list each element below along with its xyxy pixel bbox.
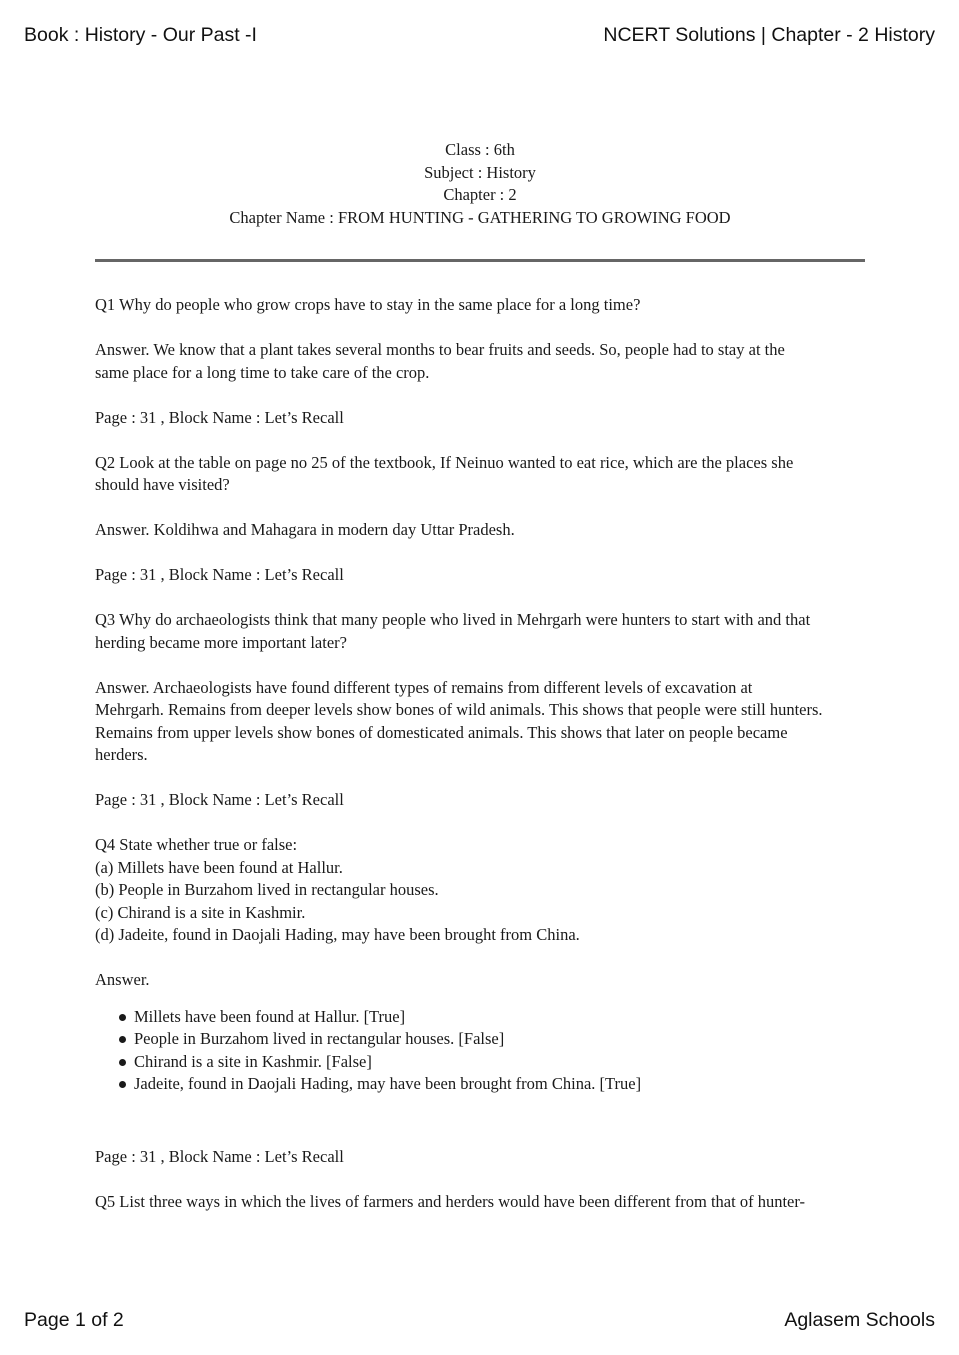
- list-item: Millets have been found at Hallur. [True]: [134, 1006, 865, 1029]
- q3-question-line: herding became more important later?: [95, 632, 347, 652]
- q4-question-line: Q4 State whether true or false:: [95, 835, 298, 854]
- header-book-title: Book : History - Our Past -I: [24, 24, 257, 46]
- q3-answer-line: Mehrgarh. Remains from deeper levels show bones of wild animals. This shows that people were still hunters.: [95, 700, 823, 719]
- q3-question: [95, 609, 865, 654]
- list-item: Chirand is a site in Kashmir. [False]: [134, 1051, 865, 1074]
- q3-answer: [95, 677, 865, 767]
- q4-option: (c) Chirand is a site in Kashmir.: [95, 902, 306, 922]
- q5-question: Q5 List three ways in which the lives of farmers and herders would have been different from that of hunter-: [95, 1191, 806, 1211]
- document-body: [95, 139, 865, 1236]
- q4-option: (b) People in Burzahom lived in rectangular houses.: [95, 880, 439, 899]
- q3-page-ref: Page : 31 , Block Name : Let’s Recall: [95, 790, 344, 809]
- q2-question-line: should have visited?: [95, 475, 230, 494]
- q2-question-line: Q2 Look at the table on page no 25 of the textbook, If Neinuo wanted to eat rice, which are the places she: [95, 452, 794, 472]
- q3-question-line: Q3 Why do archaeologists think that many people who lived in Mehrgarh were hunters to start with and that: [95, 610, 811, 629]
- q2-answer: Answer. Koldihwa and Mahagara in modern day Uttar Pradesh.: [95, 520, 515, 539]
- q2-page-ref: Page : 31 , Block Name : Let’s Recall: [95, 565, 344, 584]
- q4-answer-list: [95, 1006, 865, 1096]
- title-block: [95, 139, 865, 229]
- header-chapter-title: NCERT Solutions | Chapter - 2 History: [603, 24, 935, 46]
- q4-answer-label: Answer.: [95, 970, 150, 989]
- spacer: [95, 1096, 865, 1146]
- subject-line: Subject : History: [424, 162, 536, 182]
- q1-question: Q1 Why do people who grow crops have to stay in the same place for a long time?: [95, 295, 641, 314]
- divider: [95, 259, 865, 262]
- list-item: People in Burzahom lived in rectangular houses. [False]: [134, 1028, 865, 1051]
- list-item: Jadeite, found in Daojali Hading, may have been brought from China. [True]: [134, 1073, 865, 1096]
- q1-answer-line: same place for a long time to take care of the crop.: [95, 362, 430, 382]
- footer-publisher: Aglasem Schools: [784, 1309, 935, 1331]
- chapter-line: Chapter : 2: [443, 185, 517, 204]
- class-line: Class : 6th: [445, 140, 515, 159]
- q4-page-ref: Page : 31 , Block Name : Let’s Recall: [95, 1146, 344, 1166]
- q4-option: (d) Jadeite, found in Daojali Hading, may have been brought from China.: [95, 925, 580, 944]
- footer-page-number: Page 1 of 2: [24, 1309, 124, 1331]
- q3-answer-line: Answer. Archaeologists have found different types of remains from different levels of excavation at: [95, 677, 753, 697]
- chapter-name-line: Chapter Name : FROM HUNTING - GATHERING TO GROWING FOOD: [229, 207, 731, 227]
- q3-answer-line: Remains from upper levels show bones of domesticated animals. This shows that later on people became: [95, 722, 788, 742]
- q1-answer-line: Answer. We know that a plant takes several months to bear fruits and seeds. So, people had to stay at the: [95, 340, 785, 359]
- q4-option: (a) Millets have been found at Hallur.: [95, 857, 343, 877]
- q4-answer: [95, 969, 865, 1096]
- questions: [95, 294, 865, 1213]
- q1-page-ref: Page : 31 , Block Name : Let’s Recall: [95, 407, 344, 427]
- q4-question: [95, 834, 865, 947]
- q3-answer-line: herders.: [95, 745, 148, 764]
- q1-answer: [95, 339, 865, 384]
- q2-question: [95, 452, 865, 497]
